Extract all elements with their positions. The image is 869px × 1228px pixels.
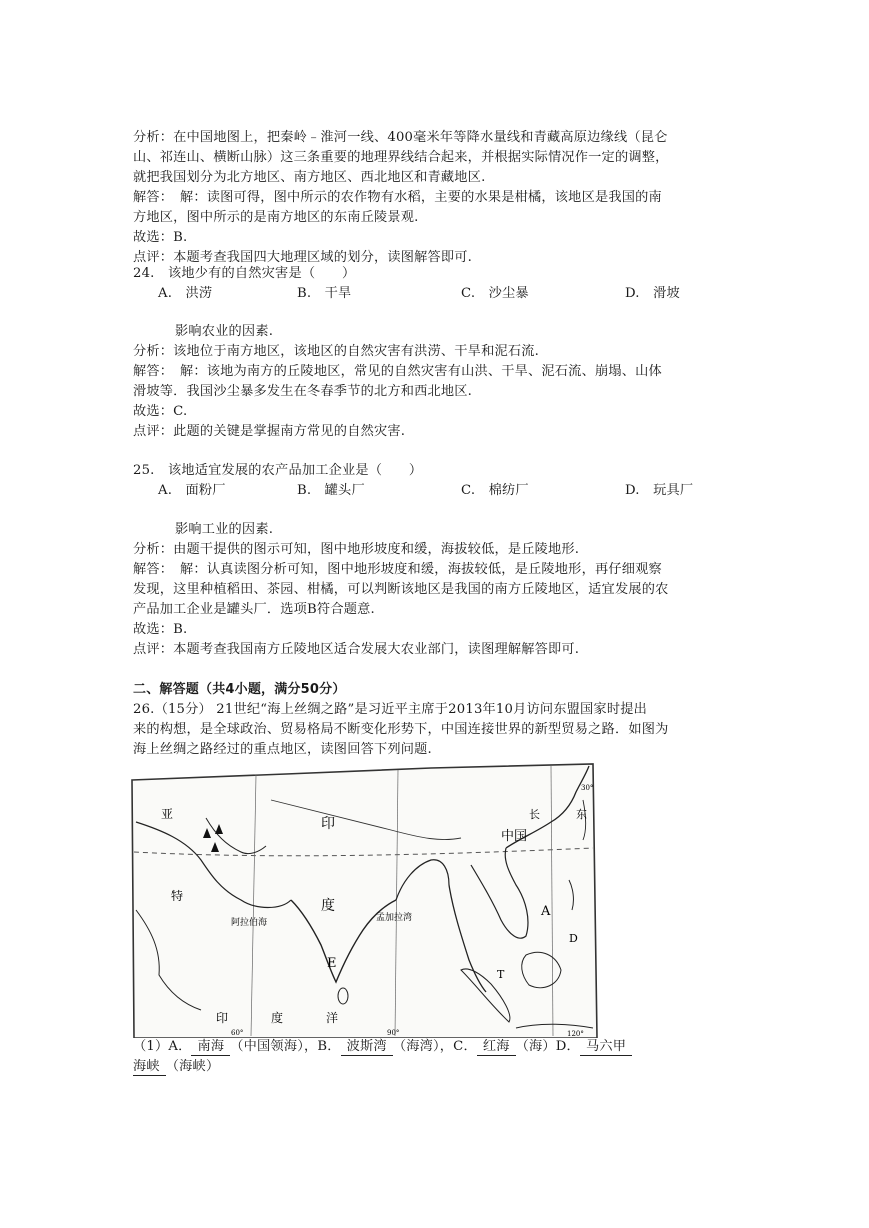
map-label-side-2: 特	[171, 889, 184, 903]
q25-option-a: A. 面粉厂	[158, 483, 226, 498]
q23-analysis-line-2: 山、祁连山、横断山脉）这三条重要的地理界线结合起来，并根据实际情况作一定的调整，	[133, 150, 669, 165]
q24-answer-line-2: 滑坡等．我国沙尘暴多发生在冬春季节的北方和西北地区.	[133, 384, 473, 399]
q24-explanation	[133, 322, 738, 442]
q25-options	[133, 481, 738, 501]
q24-analysis: 分析：该地位于南方地区，该地区的自然灾害有洪涝、干旱和泥石流.	[133, 344, 540, 359]
map-label-arabian-sea: 阿拉伯海	[231, 918, 268, 928]
q25-analysis: 分析：由题干提供的图示可知，图中地形坡度和缓，海拔较低，是丘陵地形.	[133, 542, 580, 557]
q25-option-d: D. 玩具厂	[625, 483, 694, 498]
q26-blank-d-2: 海峡	[133, 1059, 166, 1076]
q24-choice: 故选：C.	[133, 404, 188, 419]
map-label-side-1: 亚	[161, 807, 174, 821]
q25-option-c: C. 棉纺厂	[461, 483, 529, 498]
section-2-heading: 二、解答题（共4小题，满分50分）	[133, 682, 346, 697]
map-point-e: E	[327, 956, 337, 971]
q25-topic: 影响工业的因素.	[175, 522, 274, 537]
q26-stem-line-3: 海上丝绸之路经过的重点地区，读图回答下列问题.	[133, 742, 432, 757]
question-24	[133, 264, 738, 304]
q23-answer-line-2: 方地区，图中所示的是南方地区的东南丘陵景观.	[133, 210, 419, 225]
q25-answer-line-1: 解答： 解：认真读图分析可知，图中地形坡度和缓，海拔较低，是丘陵地形，再仔细观察	[133, 562, 662, 577]
q26-blank-d-1: 马六甲	[580, 1039, 632, 1056]
q26-answer-line-1	[133, 1037, 738, 1057]
q26-note-b: （海湾），C．	[392, 1039, 477, 1054]
q24-option-a: A. 洪涝	[158, 286, 213, 301]
q26-note-d: （海峡）	[165, 1059, 220, 1074]
q24-options	[133, 284, 738, 304]
q26-answer	[133, 1037, 738, 1077]
q25-answer-line-3: 产品加工企业是罐头厂．选项B符合题意.	[133, 602, 375, 617]
q24-comment: 点评：此题的关键是掌握南方常见的自然灾害.	[133, 424, 406, 439]
question-25	[133, 461, 738, 501]
q23-explanation	[133, 128, 738, 268]
map-label-side-4: 东	[576, 808, 587, 821]
q25-explanation	[133, 520, 738, 660]
q23-analysis-line-1: 分析：在中国地图上，把秦岭﹣淮河一线、400毫米年等降水量线和青藏高原边缘线（昆仑	[133, 130, 668, 145]
q26-blank-a: 南海	[191, 1039, 230, 1056]
map-label-ocean-1: 印	[216, 1011, 229, 1025]
map-frame	[132, 764, 597, 1038]
q25-choice: 故选：B.	[133, 622, 188, 637]
map-point-a: A	[541, 904, 551, 919]
silk-road-map	[131, 760, 598, 1038]
q24-topic: 影响农业的因素.	[175, 324, 274, 339]
q24-option-d: D. 滑坡	[625, 286, 680, 301]
q25-answer-line-2: 发现，这里种植稻田、茶园、柑橘，可以判断该地区是我国的南方丘陵地区，适宜发展的农	[133, 582, 669, 597]
map-label-lon-120: 120°	[567, 1030, 584, 1038]
q24-option-b: B. 干旱	[297, 286, 352, 301]
map-label-lon-60: 60°	[231, 1029, 244, 1037]
map-label-ocean-3: 洋	[326, 1011, 339, 1025]
q23-comment: 点评：本题考查我国四大地理区域的划分，读图解答即可.	[133, 250, 473, 265]
map-point-d: D	[569, 932, 578, 945]
map-label-lon-90: 90°	[387, 1029, 400, 1037]
q23-answer-line-1: 解答： 解：读图可得，图中所示的农作物有水稻，主要的水果是柑橘，该地区是我国的南	[133, 190, 662, 205]
map-label-ocean-2: 度	[271, 1011, 284, 1025]
q25-option-b: B. 罐头厂	[297, 483, 365, 498]
map-label-china: 中国	[501, 829, 528, 844]
map-label-lat-30: 30°	[581, 784, 594, 792]
q25-stem: 25. 该地适宜发展的农产品加工企业是（ ）	[133, 463, 423, 478]
q23-choice: 故选：B.	[133, 230, 188, 245]
q26-blank-b: 波斯湾	[341, 1039, 393, 1056]
q26-blank-c: 红海	[477, 1039, 516, 1056]
map-label-side-3: 长	[529, 808, 540, 821]
map-label-india-1: 印	[321, 816, 335, 832]
q26-stem-line-2: 来的构想，是全球政治、贸易格局不断变化形势下，中国连接世界的新型贸易之路．如图为	[133, 722, 669, 737]
q26-note-c: （海）D．	[515, 1039, 580, 1054]
map-label-india-2: 度	[321, 898, 335, 914]
q26-stem-line-1: 26.（15分） 21世纪“海上丝绸之路”是习近平主席于2013年10月访问东盟国家时提出	[133, 702, 647, 717]
q23-analysis-line-3: 就把我国划分为北方地区、南方地区、西北地区和青藏地区.	[133, 170, 486, 185]
q24-stem: 24. 该地少有的自然灾害是（ ）	[133, 266, 356, 281]
section-2	[133, 680, 738, 760]
q24-option-c: C. 沙尘暴	[461, 286, 529, 301]
map-label-bay-of-bengal: 孟加拉湾	[376, 913, 413, 923]
q26-answer-line-2	[133, 1057, 738, 1077]
q26-answer-prefix: （1）A．	[133, 1039, 192, 1054]
q25-comment: 点评：本题考查我国南方丘陵地区适合发展大农业部门，读图理解解答即可.	[133, 642, 580, 657]
q26-note-a: （中国领海），B．	[230, 1039, 341, 1054]
q24-answer-line-1: 解答： 解：该地为南方的丘陵地区，常见的自然灾害有山洪、干旱、泥石流、崩塌、山体	[133, 364, 662, 379]
map-point-t: T	[497, 968, 505, 981]
